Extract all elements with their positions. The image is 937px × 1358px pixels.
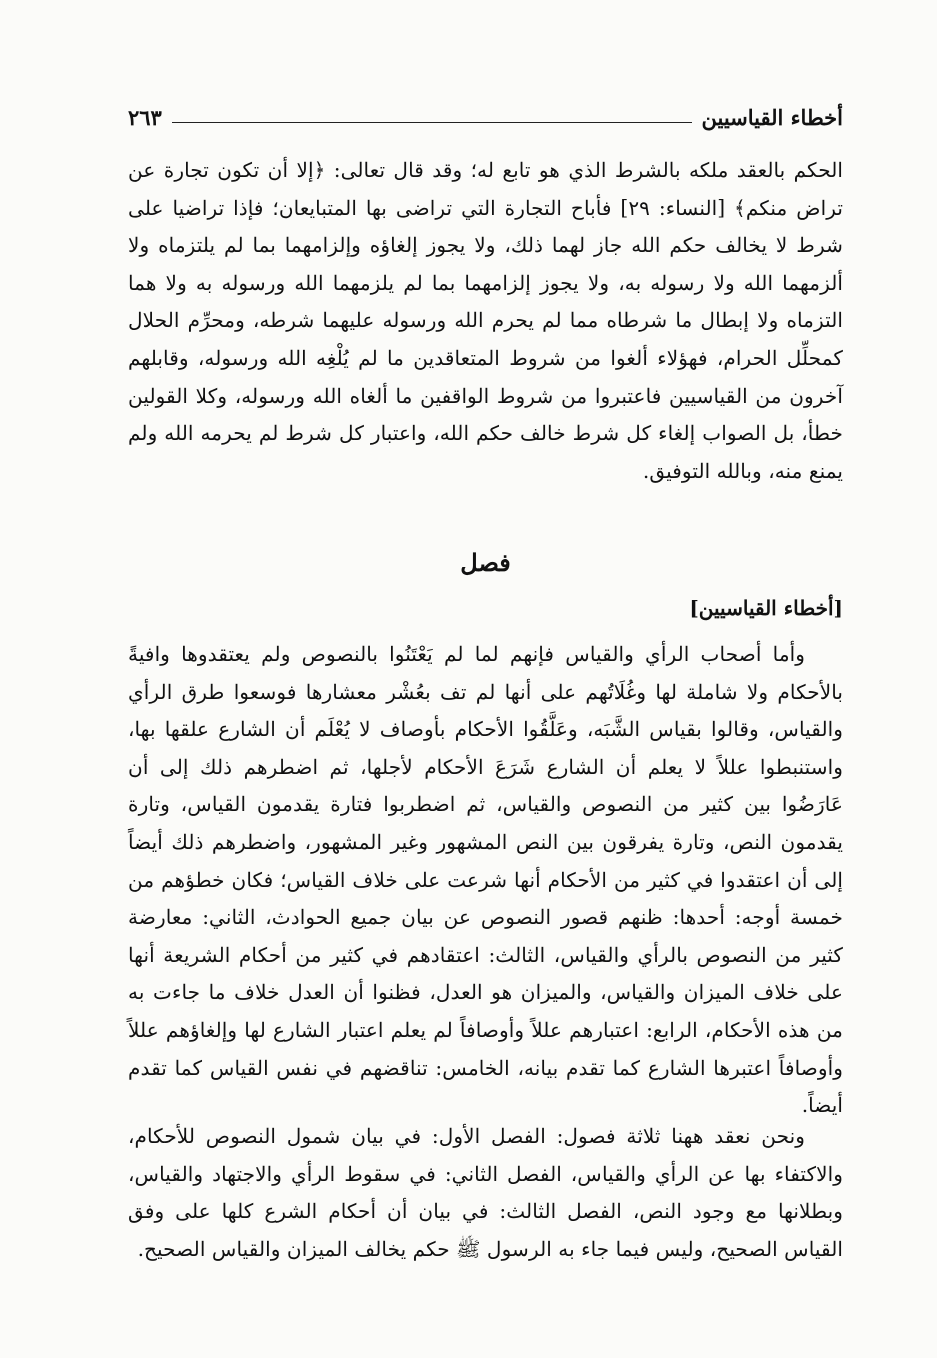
paragraph-1 bbox=[128, 152, 843, 490]
paragraph-3 bbox=[128, 1118, 843, 1268]
paragraph-1-text: الحكم بالعقد ملكه بالشرط الذي هو تابع له؛ وقد قال تعالى: ﴿إلا أن تكون تجارة عن تراض منكم﴾ [النساء: ٢٩] فأباح التجارة التي تراضى بها المتبايعان؛ فإذا تراضيا على شرط لا يخالف حكم الله جاز لهما ذلك، ولا يجوز إلغاؤه وإلزامهما بما لم يلتزماه ولا ألزمهما الله ولا رسوله به، ولا يجوز إلزامهما بما لم يلزمهما الله ورسوله به ولا هما التزماه ولا إبطال ما شرطاه مما لم يحرم الله ورسوله عليهما شرطه، ومحرِّم الحلال كمحلِّل الحرام، فهؤلاء ألغوا من شروط المتعاقدين ما لم يُلْغِه الله ورسوله، وقابلهم آخرون من القياسيين فاعتبروا من شروط الواقفين ما ألغاه الله ورسوله، وكلا القولين خطأ، بل الصواب إلغاء كل شرط خالف حكم الله، واعتبار كل شرط لم يحرمه الله ولم يمنع منه، وبالله التوفيق. bbox=[128, 158, 843, 483]
header-rule bbox=[172, 122, 692, 123]
running-title: أخطاء القياسيين bbox=[701, 105, 843, 130]
page-number: ٢٦٣ bbox=[128, 105, 162, 130]
paragraph-3-text: ونحن نعقد ههنا ثلاثة فصول: الفصل الأول: في بيان شمول النصوص للأحكام، والاكتفاء بها عن الرأي والقياس، الفصل الثاني: في سقوط الرأي والاجتهاد والقياس، وبطلانها مع وجود النص، الفصل الثالث: في بيان أن أحكام الشرع كلها على وفق القياس الصحيح، وليس فيما جاء به الرسول ﷺ حكم يخالف الميزان والقياس الصحيح. bbox=[128, 1124, 843, 1261]
running-header bbox=[128, 96, 843, 130]
section-title: فصل bbox=[460, 548, 511, 577]
paragraph-2 bbox=[128, 636, 843, 1125]
section-subtitle: [أخطاء القياسيين] bbox=[689, 596, 843, 620]
paragraph-2-text: وأما أصحاب الرأي والقياس فإنهم لما لم يَعْتَنُوا بالنصوص ولم يعتقدوها وافيةً بالأحكام ولا شاملة لها وغُلَاتُهم على أنها لم تف بعُشْر معشارها فوسعوا طرق الرأي والقياس، وقالوا بقياس الشَّبَه، وعَلَّقُوا الأحكام بأوصاف لا يُعْلَم أن الشارع علقها بها، واستنبطوا عللاً لا يعلم أن الشارع شَرَعَ الأحكام لأجلها، ثم اضطرهم ذلك إلى أن عَارَضُوا بين كثير من النصوص والقياس، ثم اضطربوا فتارة يقدمون القياس، وتارة يقدمون النص، وتارة يفرقون بين النص المشهور وغير المشهور، واضطرهم ذلك أيضاً إلى أن اعتقدوا في كثير من الأحكام أنها شرعت على خلاف القياس؛ فكان خطؤهم من خمسة أوجه: أحدها: ظنهم قصور النصوص عن بيان جميع الحوادث، الثاني: معارضة كثير من النصوص بالرأي والقياس، الثالث: اعتقادهم في كثير من أحكام الشريعة أنها على خلاف الميزان والقياس، والميزان هو العدل، فظنوا أن العدل خلاف ما جاءت به من هذه الأحكام، الرابع: اعتبارهم عللاً وأوصافاً لم يعلم اعتبار الشارع لها وإلغاؤهم عللاً وأوصافاً اعتبرها الشارع كما تقدم بيانه، الخامس: تناقضهم في نفس القياس كما تقدم أيضاً. bbox=[128, 642, 843, 1118]
